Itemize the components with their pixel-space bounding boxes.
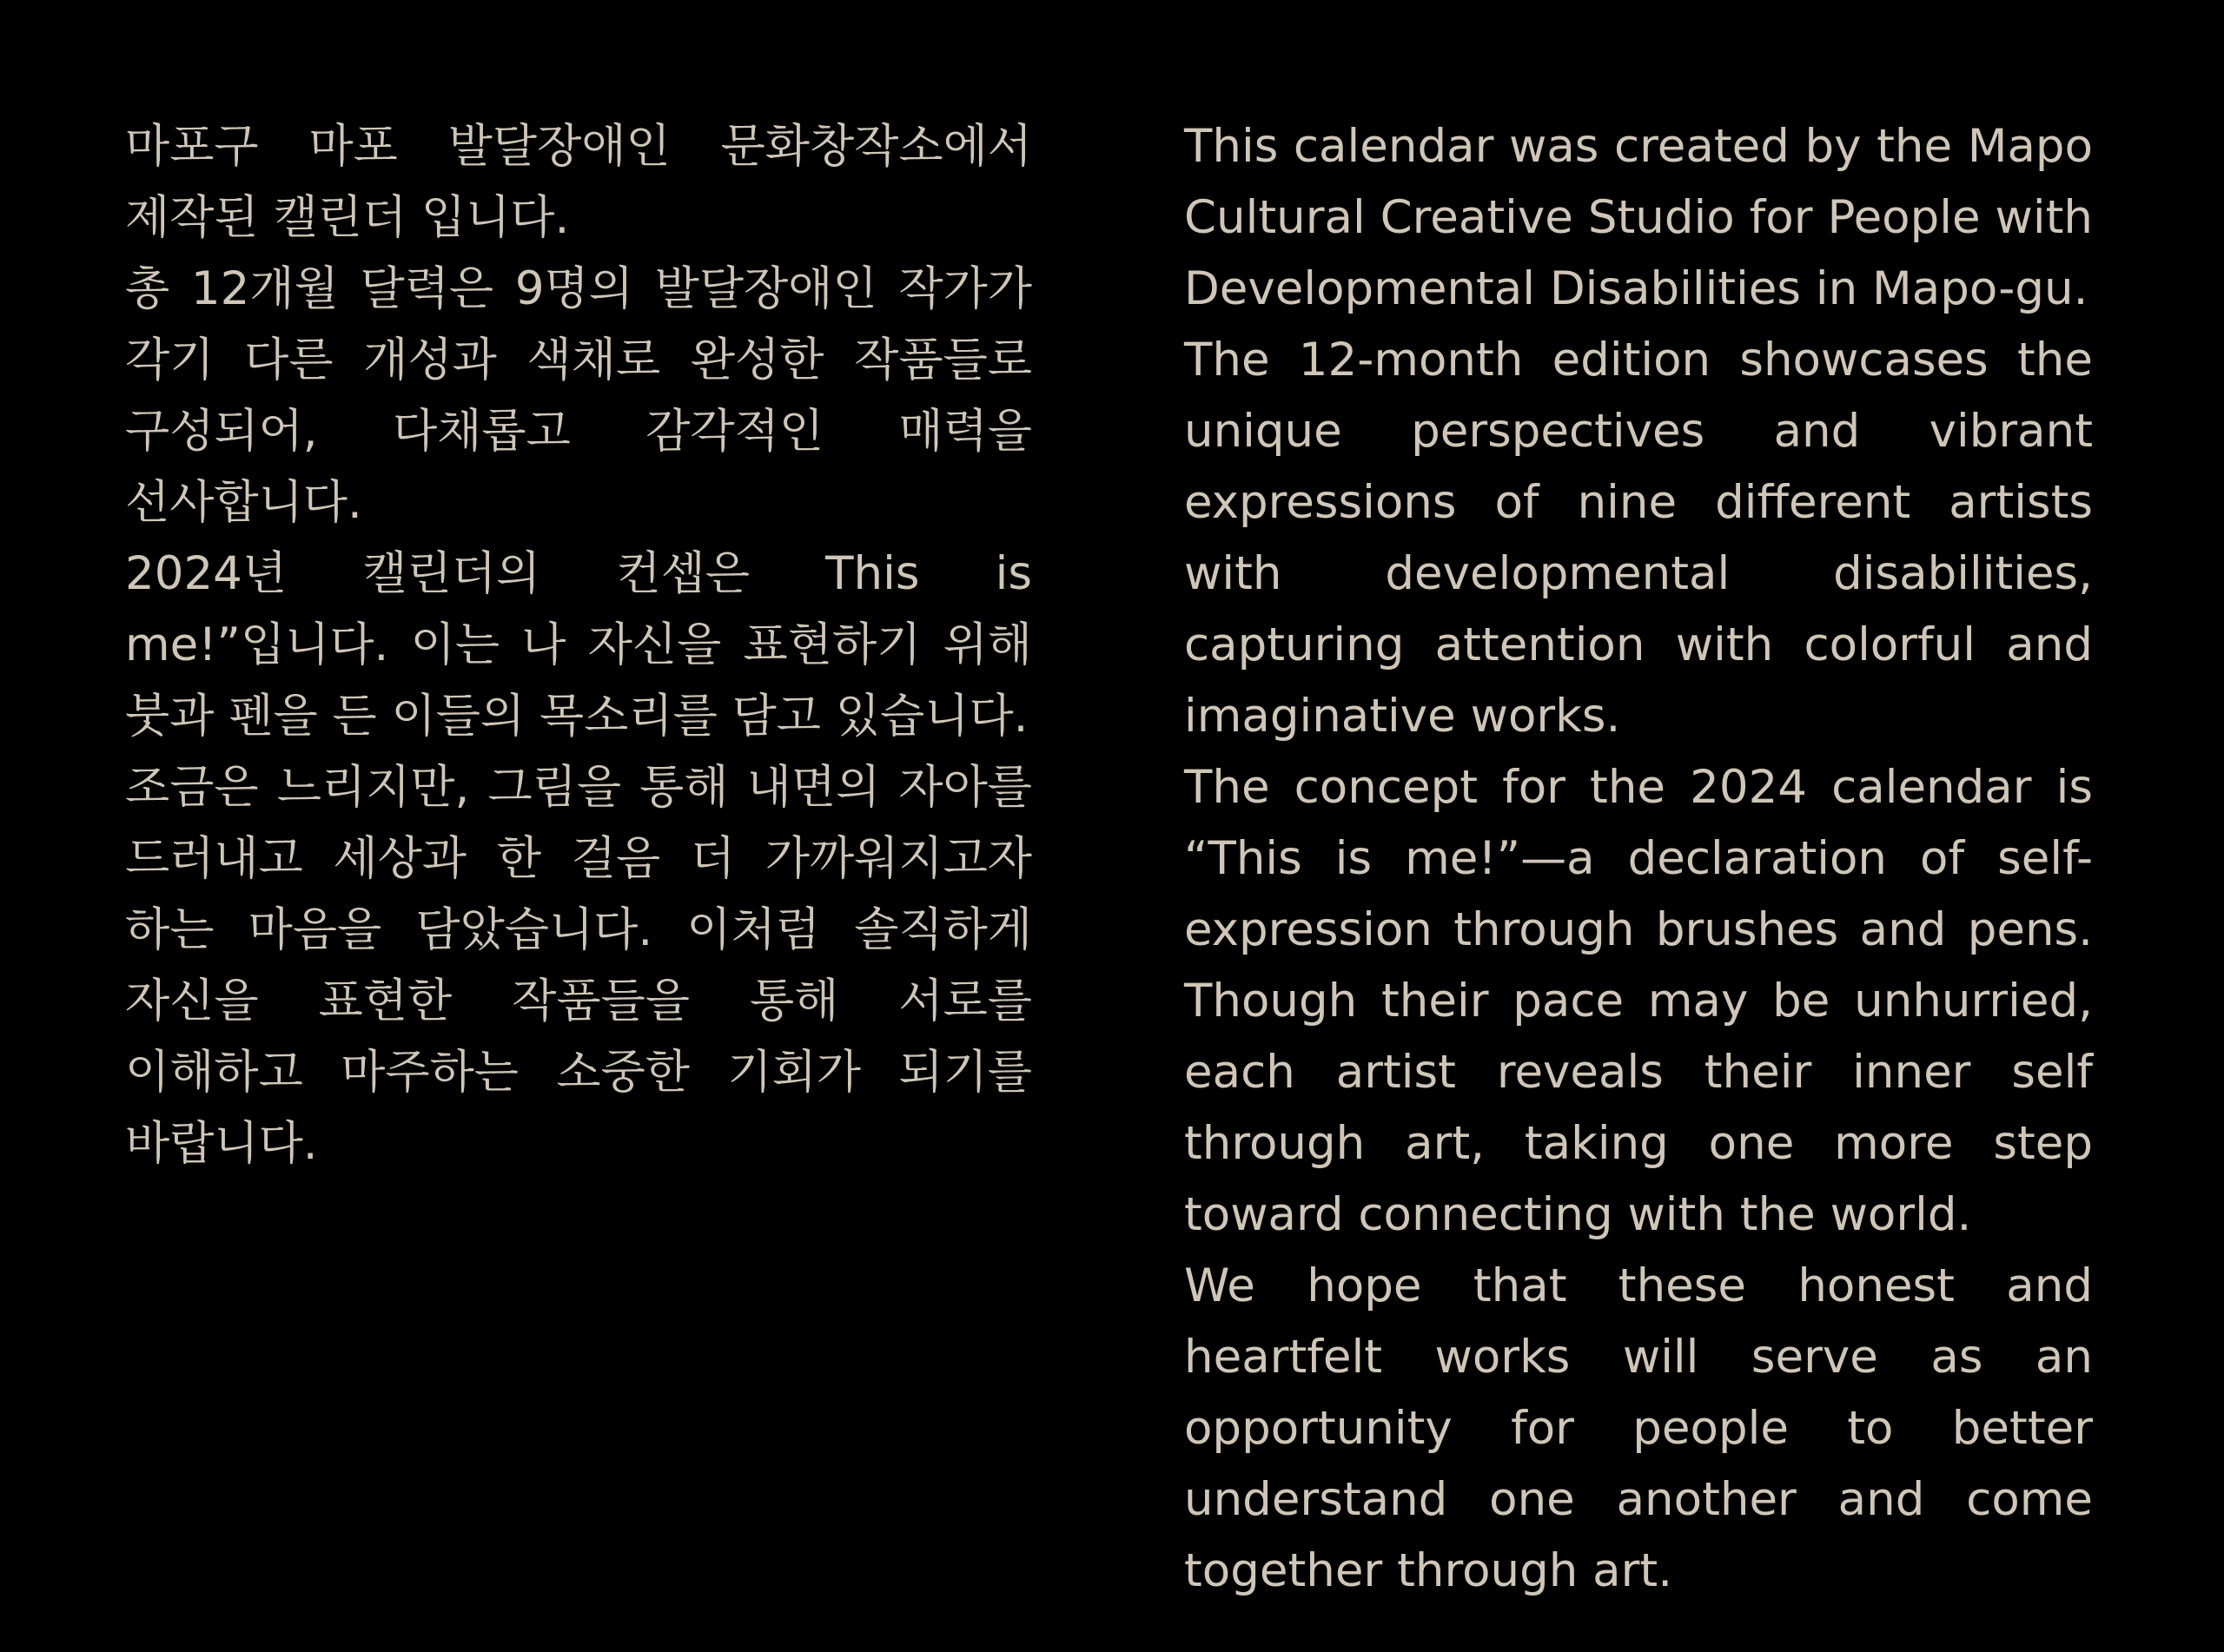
korean-paragraph-artists: 총 12개월 달력은 9명의 발달장애인 작가가 각기 다른 개성과 색채로 완성한 작품들로 구성되어, 다채롭고 감각적인 매력을 선사합니다. bbox=[125, 262, 1032, 529]
korean-paragraph-concept: 2024년 캘린더의 컨셉은 This is me!”입니다. 이는 나 자신을 표현하기 위해 붓과 펜을 든 이들의 목소리를 담고 있습니다. bbox=[125, 547, 1032, 743]
english-paragraph-hope: We hope that these honest and heartfelt works will serve as an opportunity for people to better understand one another and come together through art. bbox=[1184, 1259, 2093, 1597]
english-paragraph-intro: This calendar was created by the Mapo Cultural Creative Studio for People with Developmental Disabilities in Mapo-gu. bbox=[1184, 120, 2093, 315]
english-paragraph-artists: The 12-month edition showcases the unique perspectives and vibrant expressions of nine different artists with developmental disabilities, capturing attention with colorful and imaginative works. bbox=[1184, 334, 2093, 743]
english-text-column bbox=[1184, 111, 2093, 1607]
korean-paragraph-hope: 조금은 느리지만, 그림을 통해 내면의 자아를 드러내고 세상과 한 걸음 더 가까워지고자 하는 마음을 담았습니다. 이처럼 솔직하게 자신을 표현한 작품들을 통해 서로를 이해하고 마주하는 소중한 기회가 되기를 바랍니다. bbox=[125, 761, 1032, 1170]
korean-text-column bbox=[125, 111, 1032, 1180]
english-paragraph-concept: The concept for the 2024 calendar is “This is me!”—a declaration of self-expression through brushes and pens. Though their pace may be unhurried, each artist reveals their inner self through art, taking one more step toward connecting with the world. bbox=[1184, 761, 2093, 1241]
korean-paragraph-intro: 마포구 마포 발달장애인 문화창작소에서 제작된 캘린더 입니다. bbox=[125, 120, 1032, 244]
